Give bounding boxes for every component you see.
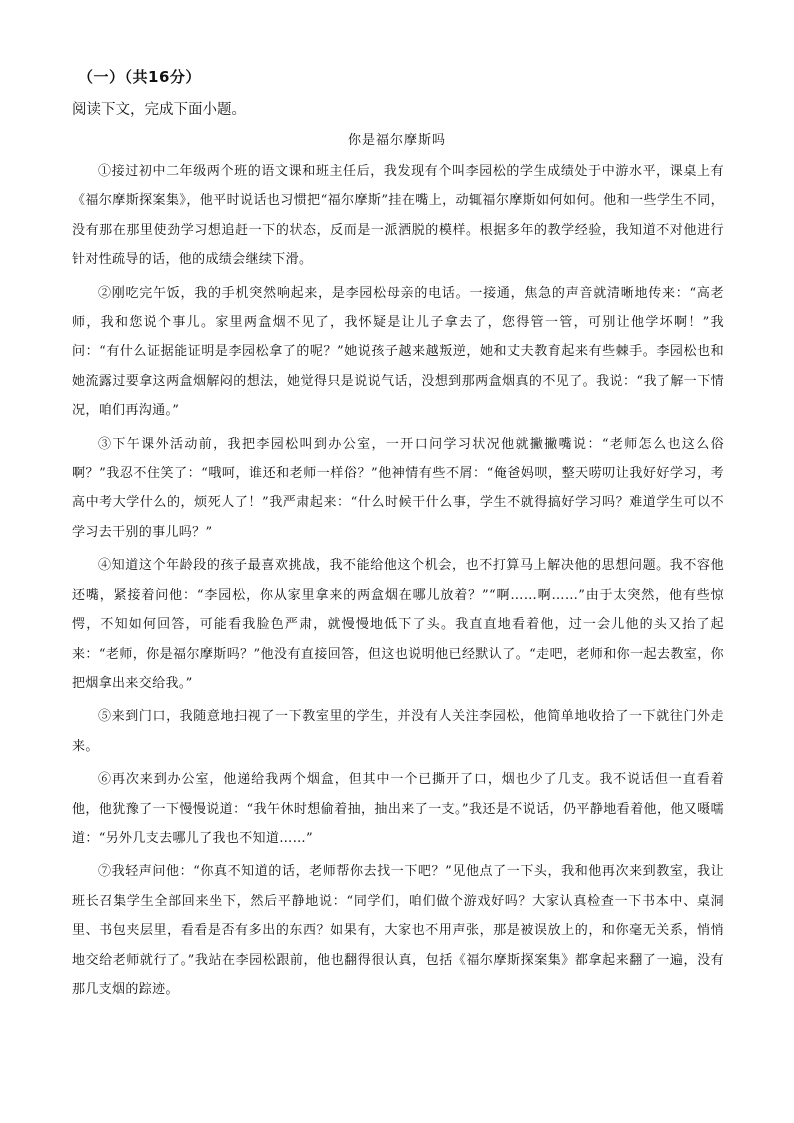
paragraph-3: ③下午课外活动前，我把李园松叫到办公室，一开口问学习状况他就撇撇嘴说：“老师怎么也这么俗啊？”我忍不住笑了：“哦呵，谁还和老师一样俗？”他神情有些不屑：“俺爸妈呗，整天唠叨让我好好学习，考高中考大学什么的，烦死人了！”我严肃起来：“什么时候干什么事，学生不就得搞好学习吗？难道学生可以不学习去干别的事儿吗？” (72, 436, 724, 540)
paragraph-1: ①接过初中二年级两个班的语文课和班主任后，我发现有个叫李园松的学生成绩处于中游水平，课桌上有《福尔摩斯探案集》，他平时说话也习惯把“福尔摩斯”挂在嘴上，动辄福尔摩斯如何如何。他和一些学生不同，没有那在那里使劲学习想追赶一下的状态，反而是一派洒脱的模样。根据多年的教学经验，我知道不对他进行针对性疏导的话，他的成绩会继续下滑。 (72, 164, 724, 268)
reading-instruction: 阅读下文，完成下面小题。 (72, 102, 246, 118)
article-body (72, 157, 724, 1008)
paragraph-5: ⑤来到门口，我随意地扫视了一下教室里的学生，并没有人关注李园松，他简单地收拾了一下就往门外走来。 (72, 709, 724, 754)
paragraph-7: ⑦我轻声问他：“你真不知道的话，老师帮你去找一下吧？”见他点了一下头，我和他再次来到教室，我让班长召集学生全部回来坐下，然后平静地说：“同学们，咱们做个游戏好吗？大家认真检查一下书本中、桌洞里、书包夹层里，看看是否有多出的东西？如果有，大家也不用声张，那是被误放上的，和你毫无关系，悄悄地交给老师就行了。”我站在李园松跟前，他也翻得很认真，包括《福尔摩斯探案集》都拿起来翻了一遍，没有那几支烟的踪迹。 (72, 864, 724, 997)
section-heading: （一）（共16分） (78, 68, 201, 86)
article-title: 你是福尔摩斯吗 (347, 133, 446, 148)
paragraph-4: ④知道这个年龄段的孩子最喜欢挑战，我不能给他这个机会，也不打算马上解决他的思想问题。我不容他还嘴，紧接着问他：“李园松，你从家里拿来的两盒烟在哪儿放着？”“啊……啊……”由于太突然，他有些惊愕，不知如何回答，可能看我脸色严肃，就慢慢地低下了头。我直直地看着他，过一会儿他的头又抬了起来：“老师，你是福尔摩斯吗？”他没有直接回答，但这也说明他已经默认了。“走吧，老师和你一起去教室，你把烟拿出来交给我。” (72, 558, 724, 691)
paragraph-2: ②刚吃完午饭，我的手机突然响起来，是李园松母亲的电话。一接通，焦急的声音就清晰地传来：“高老师，我和您说个事儿。家里两盒烟不见了，我怀疑是让儿子拿去了，您得管一管，可别让他学坏啊！”我问：“有什么证据能证明是李园松拿了的呢？”她说孩子越来越叛逆，她和丈夫教育起来有些棘手。李园松也和她流露过要拿这两盒烟解闷的想法，她觉得只是说说气话，没想到那两盒烟真的不见了。我说：“我了解一下情况，咱们再沟通。” (72, 285, 724, 419)
paragraph-6: ⑥再次来到办公室，他递给我两个烟盒，但其中一个已撕开了口，烟也少了几支。我不说话但一直看着他，他犹豫了一下慢慢说道：“我午休时想偷着抽，抽出来了一支。”我还是不说话，仍平静地看着他，他又嗫嚅道：“另外几支去哪儿了我也不知道……” (72, 772, 724, 846)
